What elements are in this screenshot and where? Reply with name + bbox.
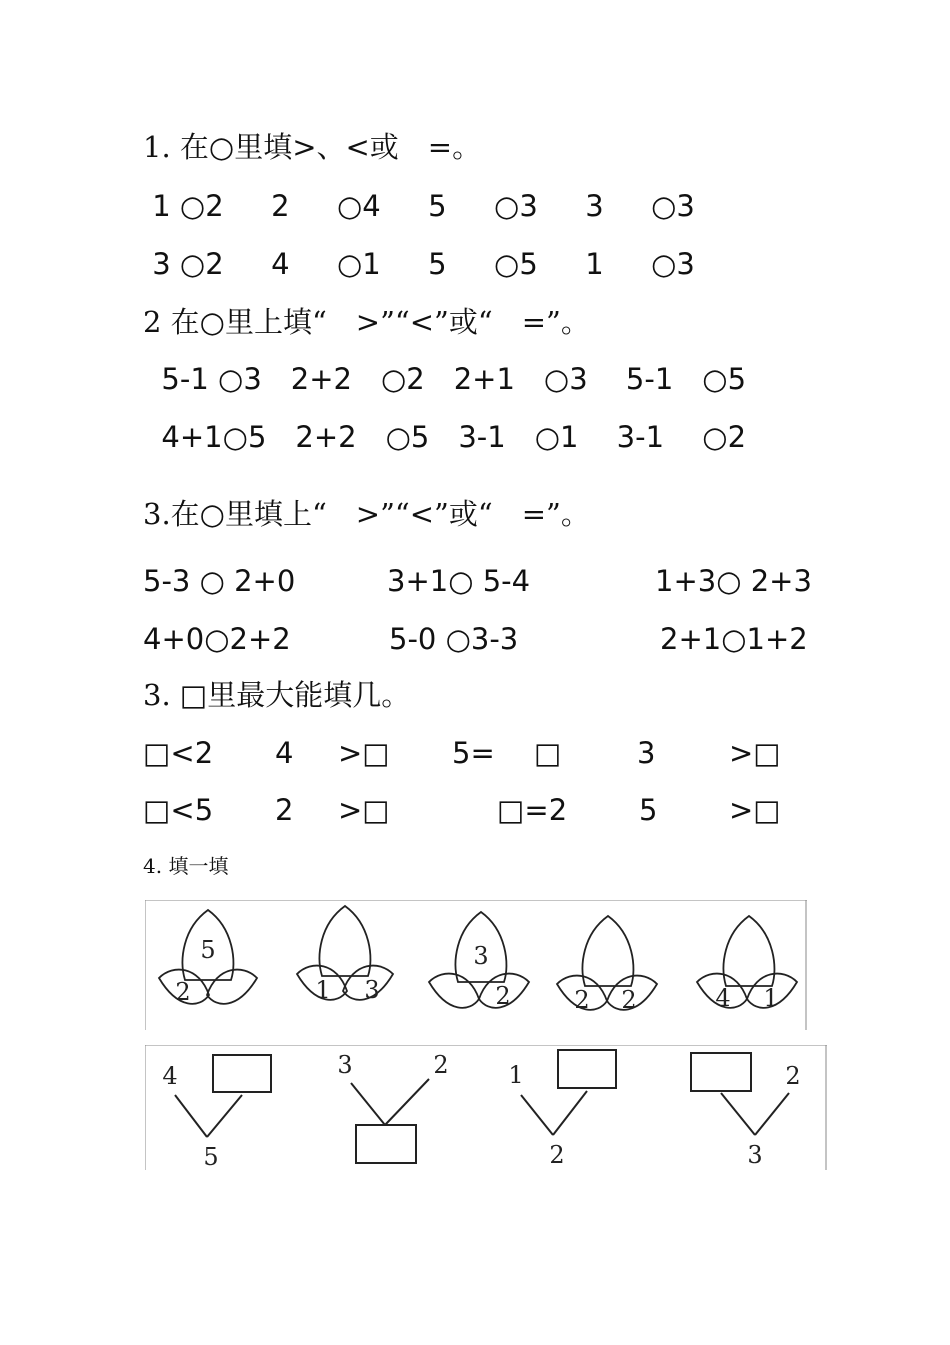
flower-1-left-number: 2 [175,978,191,1006]
q3b-row2-item1: □<5 [143,793,214,827]
split-panel [145,1045,827,1170]
split-3-right-branch [553,1091,587,1135]
q3b-row1-item4: 5= [452,736,495,770]
split-2 [337,1051,448,1163]
flower-4-right-number: 2 [621,986,637,1014]
q3-title: 3.在○里填上“ >”“<”或“ =”。 [143,497,590,531]
q1-row-2: 3 ○2 4 ○1 5 ○5 1 ○3 [143,247,695,281]
flower-3-top-number: 3 [473,942,489,970]
split-4-answer-box [691,1053,751,1091]
split-1-answer-box [213,1055,271,1092]
flower-3 [429,912,529,1010]
q1-row-1: 1 ○2 2 ○4 5 ○3 3 ○3 [143,189,695,223]
flower-4-left-number: 2 [574,986,590,1014]
q3b-row2-item4: □=2 [497,793,568,827]
q3-row1-item3: 1+3○ 2+3 [655,564,812,598]
split-3-left-number: 1 [508,1061,524,1089]
q3-row2-item1: 4+0○2+2 [143,622,291,656]
split-4-bottom-number: 3 [747,1141,763,1169]
q2-row-2: 4+1○5 2+2 ○5 3-1 ○1 3-1 ○2 [143,420,747,454]
flower-2 [297,906,393,1004]
split-2-right-branch [385,1079,429,1125]
q3-row2-item3: 2+1○1+2 [660,622,808,656]
split-1-bottom-number: 5 [203,1143,219,1170]
flower-panel [145,900,807,1030]
flower-1-top-number: 5 [200,936,216,964]
split-4-left-branch [721,1093,755,1135]
q3b-row1-item2: 4 [275,736,294,770]
split-3-bottom-number: 2 [549,1141,565,1169]
flower-2-left-number: 1 [315,976,331,1004]
q2-row-1: 5-1 ○3 2+2 ○2 2+1 ○3 5-1 ○5 [143,362,747,396]
flower-2-right-number: 3 [364,976,380,1004]
q3b-row1-item5: □ [534,736,562,770]
flower-5-right-number: 1 [763,984,779,1012]
q4-title: 4. 填一填 [143,854,229,878]
flower-4-center-petal [583,916,634,986]
split-2-left-number: 3 [337,1051,353,1079]
flower-3-left-petal [429,974,479,1008]
q3b-row2-item2: 2 [275,793,294,827]
q3b-row1-item6: 3 [637,736,656,770]
split-4 [691,1053,801,1169]
split-2-right-number: 2 [433,1051,449,1079]
split-3-left-branch [521,1095,553,1135]
flower-2-center-petal [320,906,371,976]
q3b-row1-item7: >□ [729,736,781,770]
flower-3-right-number: 2 [495,982,511,1010]
split-4-right-branch [755,1093,789,1135]
split-1-left-branch [175,1095,207,1137]
q3b-row2-item3: >□ [338,793,390,827]
split-1-right-branch [207,1095,242,1137]
split-2-left-branch [351,1083,385,1125]
flower-5 [697,916,797,1012]
q2-title: 2 在○里上填“ >”“<”或“ =”。 [143,305,590,339]
q3b-row2-item6: >□ [729,793,781,827]
split-3 [508,1050,616,1169]
split-4-right-number: 2 [785,1062,801,1090]
split-3-answer-box [558,1050,616,1088]
q3b-row1-item3: >□ [338,736,390,770]
q3-row2-item2: 5-0 ○3-3 [389,622,519,656]
flower-5-left-number: 4 [715,984,731,1012]
q3b-title: 3. □里最大能填几。 [143,678,411,712]
q1-title: 1. 在○里填>、<或 =。 [143,130,482,164]
split-1-left-number: 4 [162,1062,178,1090]
split-1 [162,1055,271,1170]
q3-row1-item1: 5-3 ○ 2+0 [143,564,296,598]
flower-1 [159,910,257,1006]
q3b-row2-item5: 5 [639,793,658,827]
q3-row1-item2: 3+1○ 5-4 [387,564,531,598]
flower-4 [557,916,657,1014]
q3b-row1-item1: □<2 [143,736,214,770]
flower-panel-svg [145,900,807,1030]
split-2-answer-box [356,1125,416,1163]
split-panel-svg [145,1045,827,1170]
